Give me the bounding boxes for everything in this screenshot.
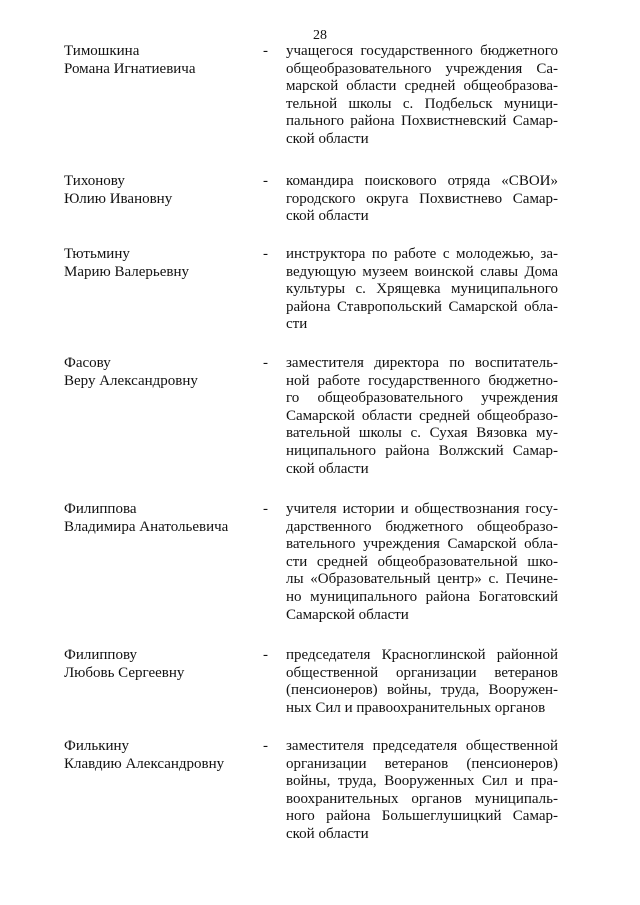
description-line: го общеобразовательного учреждения [286,390,558,407]
person-given-names: Романа Игнатиевича [64,60,196,77]
description-line: тельной школы с. Подбельск муници- [286,95,558,112]
person-surname: Фасову [64,355,111,371]
person-name [64,173,254,208]
description-line: культуры с. Хрящевка муниципального [286,281,558,298]
person-description [286,43,558,149]
description-line: ных Сил и правоохранительных органов [286,699,546,716]
description-line: организации ветеранов (пенсионеров) [286,755,558,772]
description-line: ской области [286,825,369,842]
entry-dash: - [263,173,268,189]
person-description [286,647,558,717]
description-line: района Ставропольский Самарской обла- [286,298,558,315]
description-line: общественной организации ветеранов [286,664,558,681]
person-name [64,647,254,682]
person-given-names: Юлию Ивановну [64,190,173,207]
person-description [286,173,558,226]
entry-dash: - [263,43,268,59]
entry-dash: - [263,647,268,663]
description-line: Самарской области средней общеобразо- [286,407,558,424]
entry-dash: - [263,246,268,262]
description-line: пального района Похвистневский Самар- [286,113,558,130]
description-line: войны, труда, Вооруженных Сил и пра- [286,773,558,790]
page-number: 28 [313,28,327,43]
person-given-names: Веру Александровну [64,372,198,389]
description-line: заместителя председателя общественной [286,738,558,754]
description-line: но муниципального района Богатовский [286,588,558,605]
entry-dash: - [263,501,268,517]
description-line: ской области [286,208,369,225]
person-name [64,501,254,536]
person-surname: Тютьмину [64,246,130,262]
description-line: сти [286,316,308,333]
description-line: председателя Красноглинской районной [286,647,558,663]
person-description [286,355,558,478]
description-line: городского округа Похвистнево Самар- [286,190,558,207]
person-surname: Филиппову [64,647,138,663]
description-line: ведующую музеем воинской славы Дома [286,263,558,280]
person-name [64,43,254,78]
person-surname: Тимошкина [64,43,140,59]
person-description [286,501,558,624]
person-given-names: Клавдию Александровну [64,755,225,772]
description-line: учителя истории и обществознания госу- [286,501,558,517]
description-line: вательной школы с. Сухая Вязовка му- [286,425,558,442]
person-description [286,246,558,334]
person-name [64,738,254,773]
description-line: учащегося государственного бюджетного [286,43,558,59]
person-surname: Филькину [64,738,130,754]
description-line: дарственного бюджетного общеобразо- [286,518,558,535]
description-line: инструктора по работе с молодежью, за- [286,246,558,262]
description-line: ной работе государственного бюджетно- [286,372,558,389]
description-line: заместителя директора по воспитатель- [286,355,558,371]
person-surname: Тихонову [64,173,125,189]
description-line: воохранительных органов муниципаль- [286,790,558,807]
description-line: общеобразовательного учреждения Са- [286,60,558,77]
entry-dash: - [263,355,268,371]
description-line: (пенсионеров) войны, труда, Вооружен- [286,682,558,699]
person-name [64,246,254,281]
description-line: ниципального района Волжский Самар- [286,442,558,459]
description-line: вательного учреждения Самарской обла- [286,536,558,553]
person-given-names: Любовь Сергеевну [64,664,185,681]
person-name [64,355,254,390]
description-line: марской области средней общеобразова- [286,78,558,95]
person-given-names: Владимира Анатольевича [64,518,229,535]
description-line: лы «Образовательный центр» с. Печине- [286,571,558,588]
description-line: ской области [286,460,369,477]
description-line: Самарской области [286,606,409,623]
description-line: ской области [286,130,369,147]
person-given-names: Марию Валерьевну [64,263,190,280]
description-line: командира поискового отряда «СВОИ» [286,173,558,189]
description-line: ного района Большеглушицкий Самар- [286,808,558,825]
entry-dash: - [263,738,268,754]
person-description [286,738,558,844]
description-line: сти средней общеобразовательной шко- [286,553,558,570]
person-surname: Филиппова [64,501,137,517]
